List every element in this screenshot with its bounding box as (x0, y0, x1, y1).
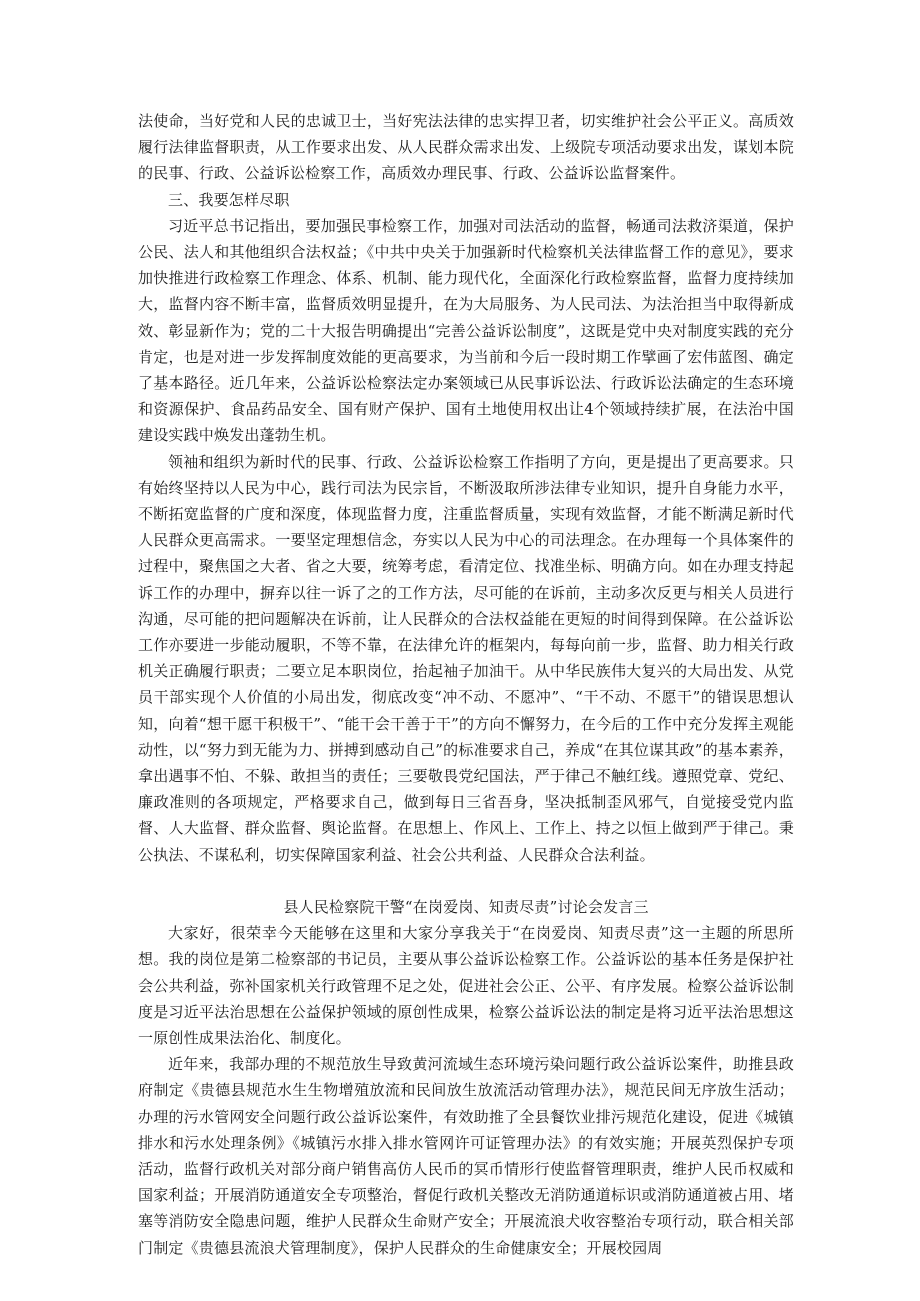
paragraph: 领袖和组织为新时代的民事、行政、公益诉讼检察工作指明了方向，更是提出了更高要求。只有始终坚持以人民为中心，践行司法为民宗旨，不断汲取所涉法律专业知识，提升自身能力水平，不断拓宽监督的广度和深度，体现监督力度，注重监督质量，实现有效监督，才能不断满足新时代人民群众更高需求。一要坚定理想信念，夯实以人民为中心的司法理念。在办理每一个具体案件的过程中，聚焦国之大者、省之大要，统筹考虑，看清定位、找准坐标、明确方向。如在办理支持起诉工作的办理中，摒弃以往一诉了之的工作方法，尽可能的在诉前，主动多次反更与相关人员进行沟通，尽可能的把问题解决在诉前，让人民群众的合法权益能在更短的时间得到保障。在公益诉讼工作亦要进一步能动履职，不等不靠，在法律允许的框架内，每每向前一步，监督、助力相关行政机关正确履行职责；二要立足本职岗位，抬起袖子加油干。从中华民族伟大复兴的大局出发、从党员干部实现个人价值的小局出发，彻底改变“冲不动、不愿冲”、“干不动、不愿干”的错误思想认知，向着“想干愿干积极干”、“能干会干善于干”的方向不懈努力，在今后的工作中充分发挥主观能动性，以“努力到无能为力、拼搏到感动自己”的标准要求自己，养成“在其位谋其政”的基本素养，拿出遇事不怕、不躲、敢担当的责任；三要敬畏党纪国法，严于律己不触红线。遵照党章、党纪、廉政准则的各项规定，严格要求自己，做到每日三省吾身，坚决抵制歪风邪气，自觉接受党内监督、人大监督、群众监督、舆论监督。在思想上、作风上、工作上、持之以恒上做到严于律己。秉公执法、不谋私利，切实保障国家利益、社会公共利益、人民群众合法利益。 (138, 452, 794, 864)
section-heading: 三、我要怎样尽职 (168, 190, 290, 209)
paragraph-continued: 法使命，当好党和人民的忠诚卫士，当好宪法法律的忠实捍卫者，切实维护社会公平正义。高质效履行法律监督职责，从工作要求出发、从人民群众需求出发、上级院专项活动要求出发，谋划本院的民事、行政、公益诉讼检察工作，高质效办理民事、行政、公益诉讼监督案件。 (138, 112, 794, 183)
paragraph: 大家好，很荣幸今天能够在这里和大家分享我关于“在岗爱岗、知责尽责”这一主题的所思所想。我的岗位是第二检察部的书记员，主要从事公益诉讼检察工作。公益诉讼的基本任务是保护社会公共利益，弥补国家机关行政管理不足之处，促进社会公正、公平、有序发展。检察公益诉讼制度是习近平法治思想在公益保护领域的原创性成果，检察公益诉讼法的制定是将习近平法治思想这一原创性成果法治化、制度化。 (138, 924, 794, 1047)
paragraph: 习近平总书记指出，要加强民事检察工作，加强对司法活动的监督，畅通司法救济渠道，保护公民、法人和其他组织合法权益；《中共中央关于加强新时代检察机关法律监督工作的意见》，要求加快推进行政检察工作理念、体系、机制、能力现代化，全面深化行政检察监督，监督力度持续加大，监督内容不断丰富，监督质效明显提升，在为大局服务、为人民司法、为法治担当中取得新成效、彰显新作为；党的二十大报告明确提出“完善公益诉讼制度”，这既是党中央对制度实践的充分肯定，也是对进一步发挥制度效能的更高要求，为当前和今后一段时期工作擘画了宏伟蓝图、确定了基本路径。近几年来，公益诉讼检察法定办案领域已从民事诉讼法、行政诉讼法确定的生态环境和资源保护、食品药品安全、国有财产保护、国有土地使用权出让4个领域持续扩展，在法治中国建设实践中焕发出蓬勃生机。 (138, 216, 794, 445)
speech-title: 县人民检察院干警“在岗爱岗、知责尽责”讨论会发言三 (283, 897, 649, 916)
paragraph: 近年来，我部办理的不规范放生导致黄河流域生态环境污染问题行政公益诉讼案件，助推县政府制定《贵德县规范水生生物增殖放流和民间放生放流活动管理办法》，规范民间无序放生活动；办理的污水管网安全问题行政公益诉讼案件，有效助推了全县餐饮业排污规范化建设，促进《城镇排水和污水处理条例》《城镇污水排入排水管网许可证管理办法》的有效实施；开展英烈保护专项活动，监督行政机关对部分商户销售高仿人民币的冥币情形行使监督管理职责，维护人民币权威和国家利益；开展消防通道安全专项整治，督促行政机关整改无消防通道标识或消防通道被占用、堵塞等消防安全隐患问题，维护人民群众生命财产安全；开展流浪犬收容整治专项行动，联合相关部门制定《贵德县流浪犬管理制度》，保护人民群众的生命健康安全；开展校园周 (138, 1055, 794, 1257)
document-body (138, 108, 794, 1261)
